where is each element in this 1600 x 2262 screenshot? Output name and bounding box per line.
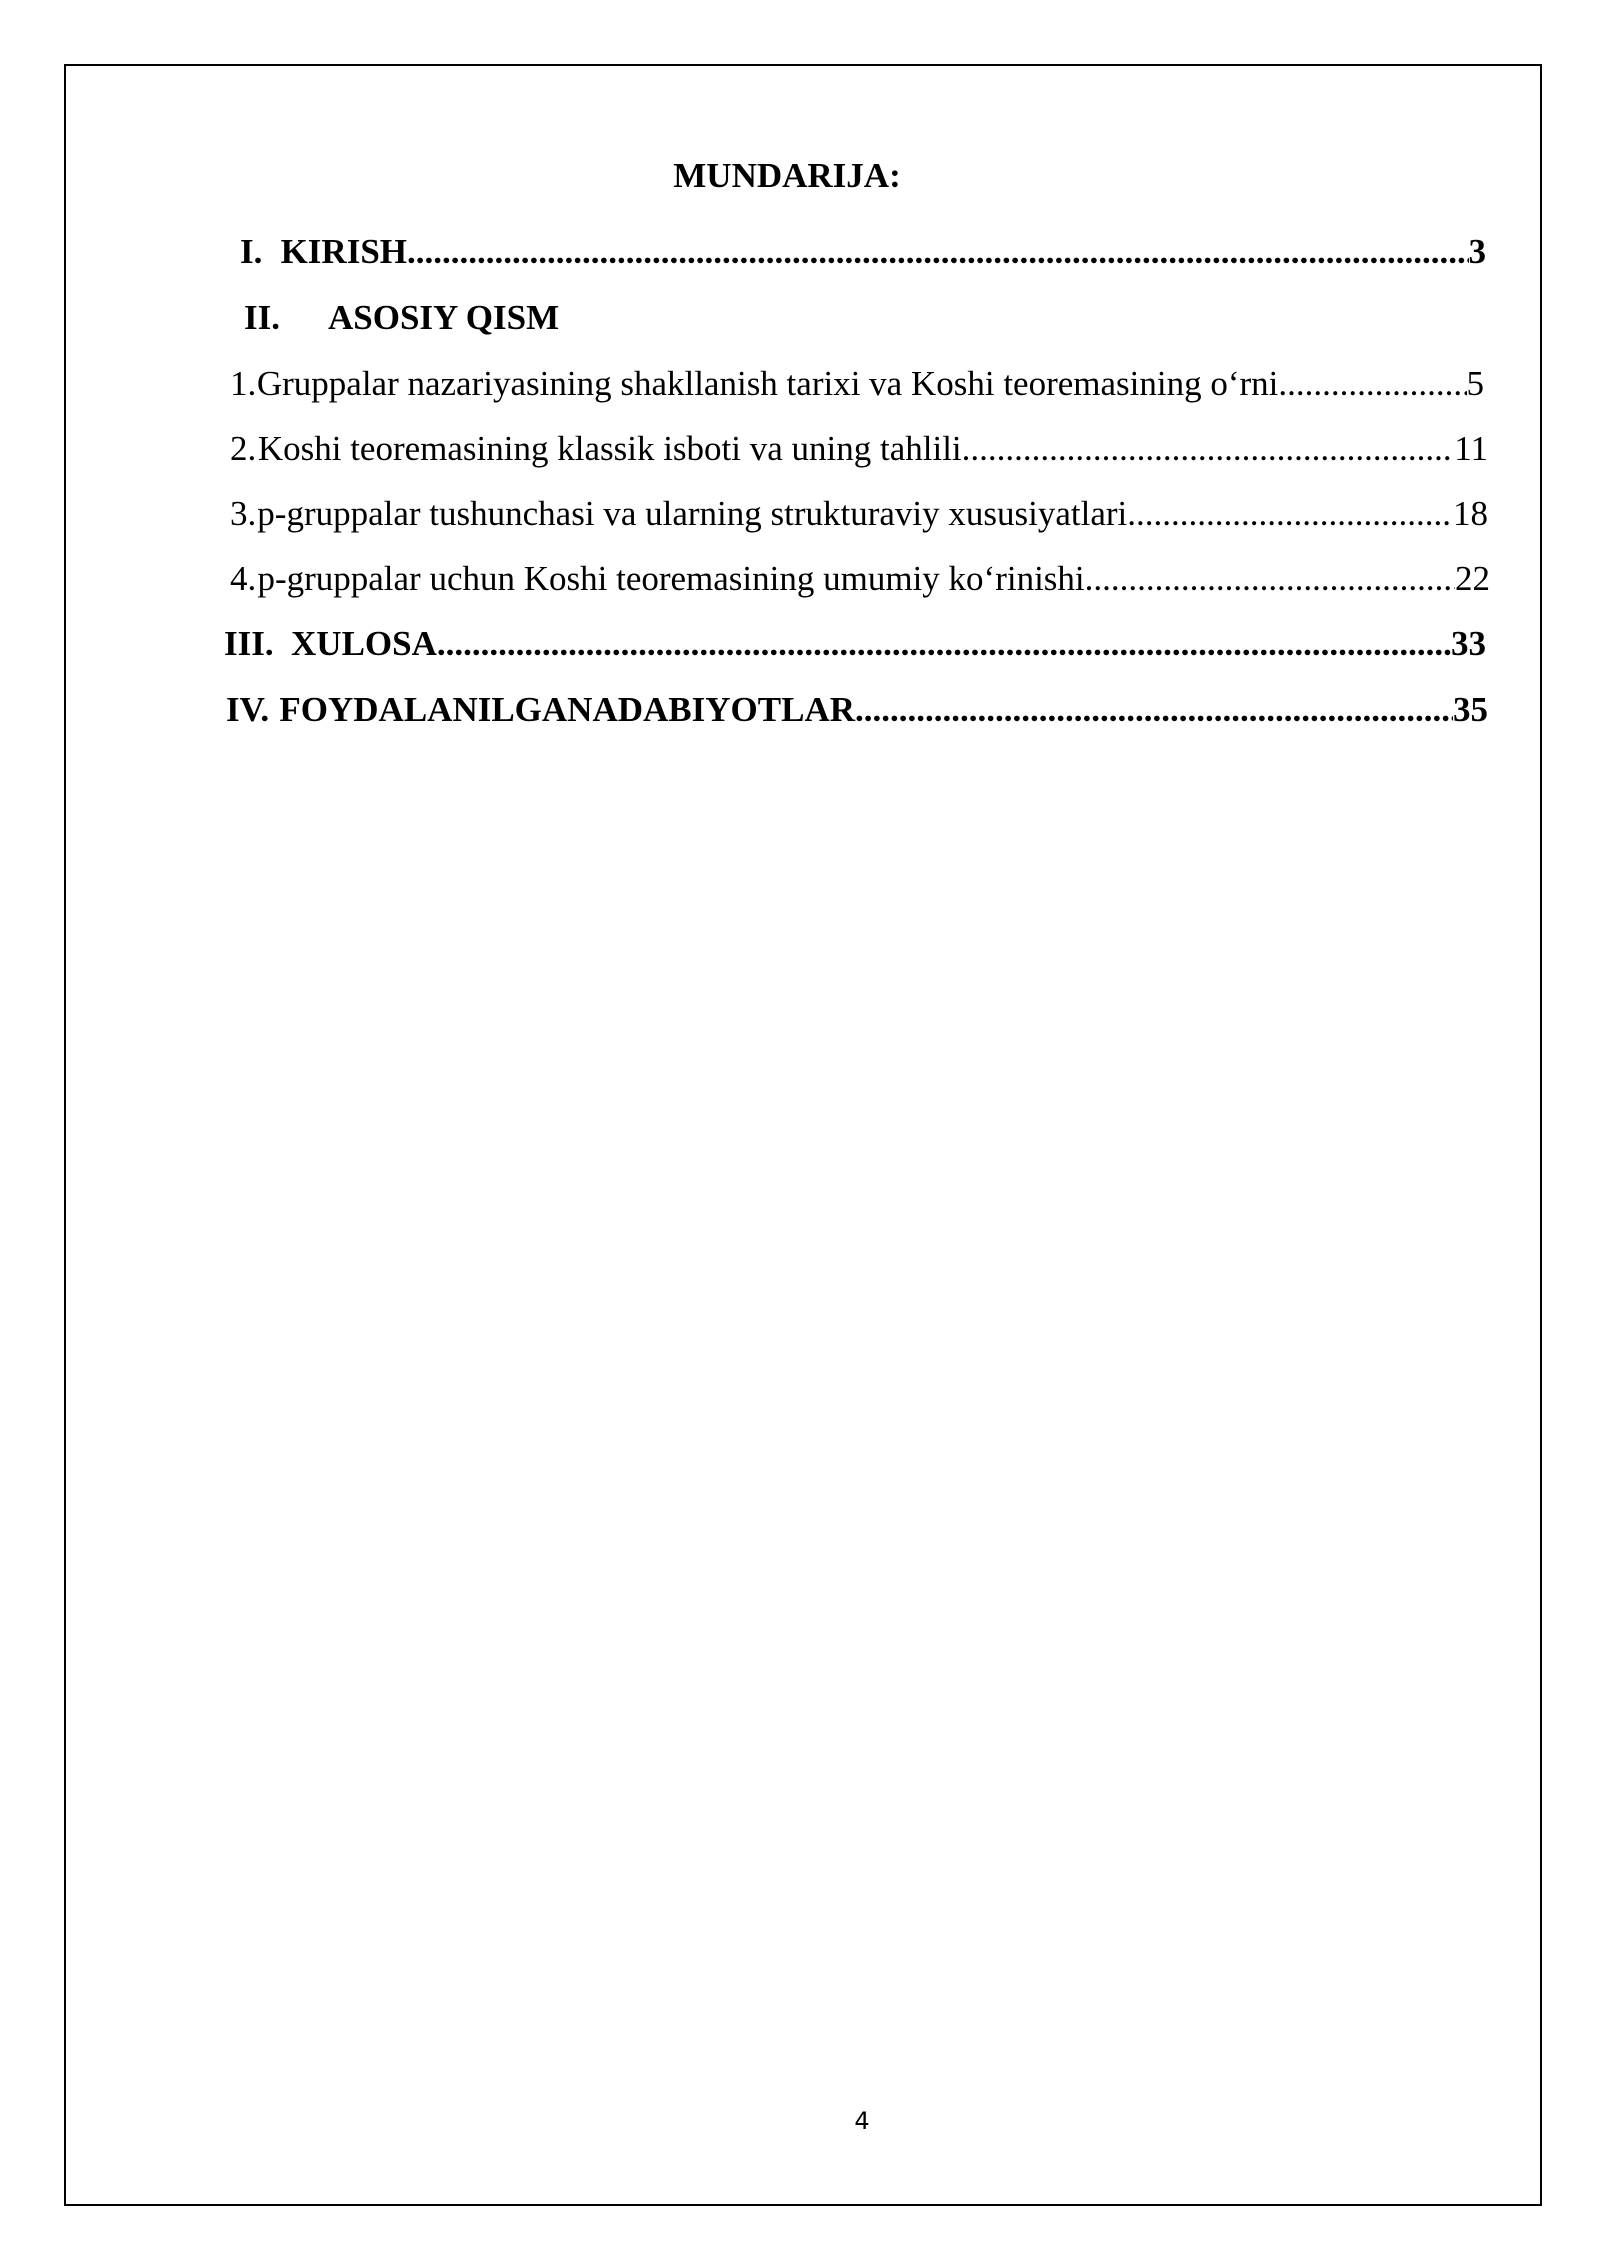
page-number: 4 (854, 2107, 870, 2135)
toc-entry-text: Gruppalar nazariyasining shakllanish tarixi va Koshi teoremasining o‘rni (256, 364, 1279, 403)
toc-numeral: III. (224, 624, 274, 663)
toc-leader-dots (1085, 557, 1455, 601)
toc-numeral: 1. (230, 364, 257, 403)
toc-numeral: 4. (230, 559, 257, 598)
toc-page-number: 11 (1454, 429, 1488, 468)
toc-entry-section-1[interactable] (230, 362, 1484, 406)
toc-numeral: IV. (226, 690, 270, 729)
toc-leader-dots (437, 622, 1451, 666)
toc-entry-foydalanilgan-adabiyotlar[interactable] (226, 688, 1488, 732)
toc-entry-section-4[interactable] (230, 557, 1490, 601)
toc-leader-dots (962, 427, 1455, 471)
toc-entry-text: p-gruppalar uchun Koshi teoremasining umumiy ko‘rinishi (257, 559, 1085, 598)
toc-page-number: 3 (1468, 232, 1486, 271)
toc-entry-text: ASOSIY QISM (328, 298, 560, 337)
toc-leader-dots (1278, 362, 1466, 406)
toc-entry-asosiy-qism[interactable] (240, 296, 1486, 340)
toc-numeral: 2. (230, 429, 257, 468)
toc-entry-text: FOYDALANILGANADABIYOTLAR (279, 690, 855, 729)
toc-leader-dots (855, 688, 1453, 732)
toc-entry-text: p-gruppalar tushunchasi va ularning strukturaviy xususiyatlari (257, 494, 1128, 533)
toc-entry-section-3[interactable] (230, 492, 1488, 536)
toc-leader-dots (1127, 492, 1453, 536)
toc-entry-section-2[interactable] (230, 427, 1488, 471)
toc-page-number: 18 (1453, 494, 1488, 533)
toc-numeral: II. (244, 298, 280, 337)
toc-leader-dots (407, 230, 1468, 274)
toc-entry-text: XULOSA (291, 624, 437, 663)
toc-entry-text: KIRISH (280, 232, 408, 271)
toc-title: MUNDARIJA: (673, 156, 901, 195)
toc-numeral: 3. (230, 494, 257, 533)
toc-entry-text: Koshi teoremasining klassik isboti va uning tahlili (257, 429, 962, 468)
toc-entry-xulosa[interactable] (224, 622, 1486, 666)
toc-page-number: 22 (1455, 559, 1490, 598)
toc-numeral: I. (240, 232, 263, 271)
toc-page-number: 5 (1466, 364, 1484, 403)
toc-entry-kirish[interactable] (240, 230, 1486, 274)
toc-page-number: 33 (1451, 624, 1486, 663)
toc-page-number: 35 (1453, 690, 1488, 729)
